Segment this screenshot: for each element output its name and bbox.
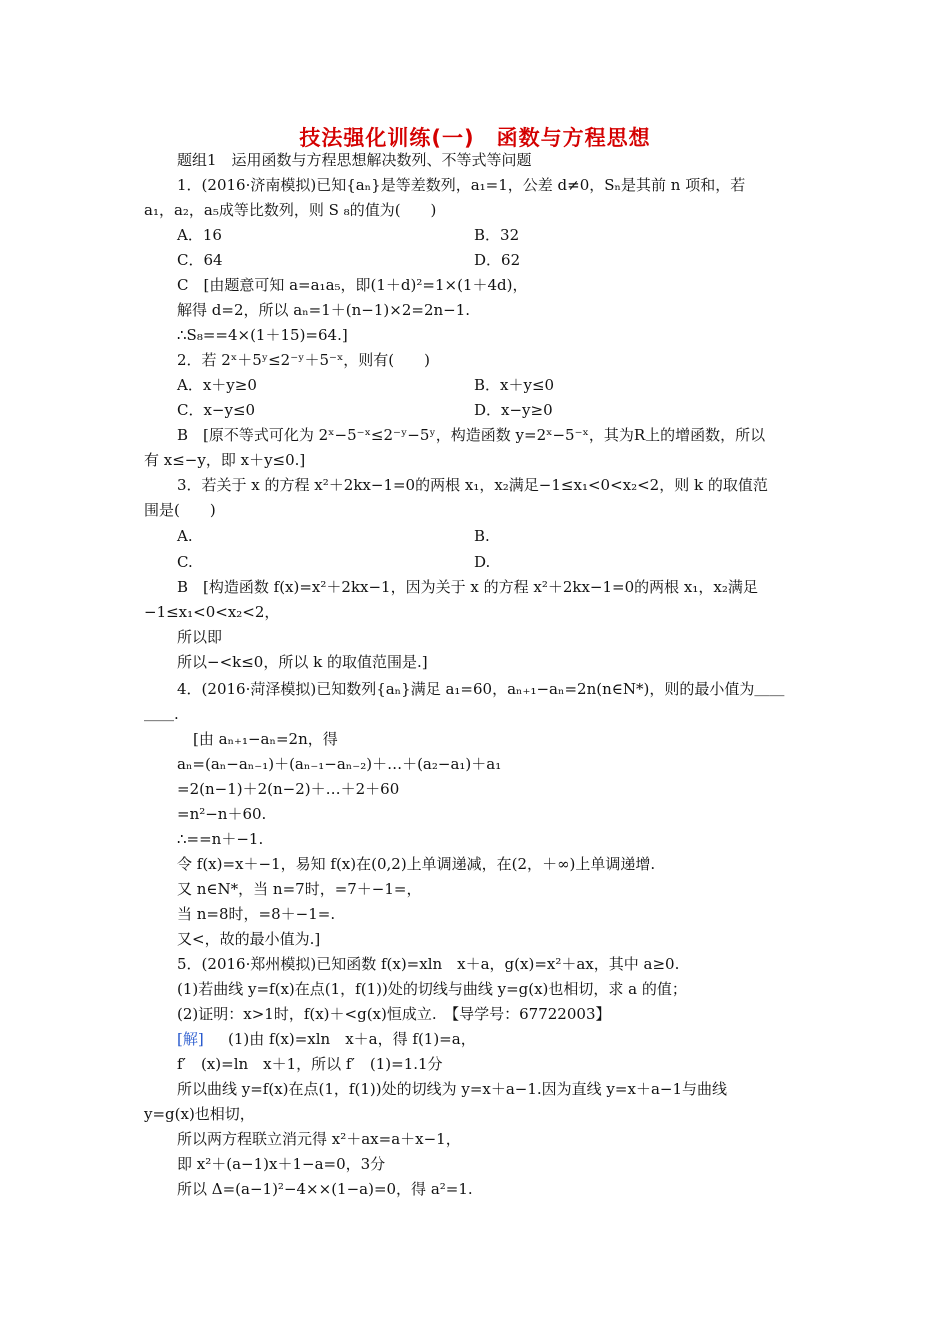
- text-line: B [原不等式可化为 2ˣ−5⁻ˣ≤2⁻ʸ−5ʸ，构造函数 y=2ˣ−5⁻ˣ，其为R上的增函数，所以: [177, 426, 766, 444]
- text-line: 有 x≤−y，即 x＋y≤0.]: [144, 451, 306, 469]
- text-line: =2(n−1)＋2(n−2)＋…＋2＋60: [177, 780, 400, 798]
- text-line: y=g(x)也相切，: [144, 1105, 255, 1123]
- option-a: A．16: [177, 226, 222, 244]
- text-line: ＿＿.: [144, 705, 179, 723]
- text-line: 所以 Δ=(a−1)²−4××(1−a)=0，得 a²=1.: [177, 1180, 473, 1198]
- text-line: 又 n∈N*，当 n=7时，=7＋−1=，: [177, 880, 422, 898]
- text-line: 所以曲线 y=f(x)在点(1，f(1))处的切线为 y=x＋a−1.因为直线 y=x＋a−1与曲线: [177, 1080, 727, 1098]
- option-c: C．x−y≤0: [177, 401, 256, 419]
- solution-label: [解]: [177, 1030, 204, 1048]
- text-line: ∴S₈==4×(1＋15)=64.]: [177, 326, 348, 344]
- option-b: B．x＋y≤0: [474, 376, 555, 394]
- text-line: 解得 d=2，所以 aₙ=1＋(n−1)×2=2n−1.: [177, 301, 471, 319]
- text-line: 所以两方程联立消元得 x²＋ax=a＋x−1，: [177, 1130, 461, 1148]
- text-line: [由 aₙ₊₁−aₙ=2n，得: [193, 730, 338, 748]
- text-line: (1)若曲线 y=f(x)在点(1，f(1))处的切线与曲线 y=g(x)也相切，求 a 的值；: [177, 980, 687, 998]
- option-b: B.: [474, 527, 490, 545]
- text-line: a₁，a₂，a₅成等比数列，则 S ₈的值为( ): [144, 201, 437, 219]
- option-c: C．64: [177, 251, 223, 269]
- text-line: 3．若关于 x 的方程 x²＋2kx−1=0的两根 x₁，x₂满足−1≤x₁<0<x₂<2，则 k 的取值范: [177, 476, 768, 494]
- doc-title: 技法强化训练(一) 函数与方程思想: [299, 126, 651, 150]
- text-line: 4．(2016·菏泽模拟)已知数列{aₙ}满足 a₁=60，aₙ₊₁−aₙ=2n(n∈N*)，则的最小值为＿＿: [177, 680, 785, 698]
- text-line: 1．(2016·济南模拟)已知{aₙ}是等差数列，a₁=1，公差 d≠0，Sₙ是其前 n 项和，若: [177, 176, 746, 194]
- text-line: 即 x²＋(a−1)x＋1−a=0，3分: [177, 1155, 386, 1173]
- text-line: 5．(2016·郑州模拟)已知函数 f(x)=xln x＋a，g(x)=x²＋ax，其中 a≥0.: [177, 955, 680, 973]
- option-a: A．x＋y≥0: [177, 376, 257, 394]
- option-a: A.: [177, 527, 193, 545]
- text-line: 所以即: [177, 628, 223, 646]
- text-line: (1)由 f(x)=xln x＋a，得 f(1)=a，: [228, 1030, 476, 1048]
- text-line: ∴==n＋−1.: [177, 830, 264, 848]
- text-line: 2．若 2ˣ＋5ʸ≤2⁻ʸ＋5⁻ˣ，则有( ): [177, 351, 431, 369]
- text-line: (2)证明：x>1时，f(x)＋<g(x)恒成立. 【导学号：67722003】: [177, 1005, 611, 1023]
- option-b: B．32: [474, 226, 520, 244]
- text-line: 所以−<k≤0，所以 k 的取值范围是.]: [177, 653, 428, 671]
- text-line: B [构造函数 f(x)=x²＋2kx−1，因为关于 x 的方程 x²＋2kx−1=0的两根 x₁，x₂满足: [177, 578, 758, 596]
- group-heading: 题组1 运用函数与方程思想解决数列、不等式等问题: [177, 151, 532, 169]
- text-line: f′ (x)=ln x＋1，所以 f′ (1)=1.1分: [177, 1055, 443, 1073]
- option-d: D．x−y≥0: [474, 401, 553, 419]
- option-c: C.: [177, 553, 193, 571]
- text-line: 令 f(x)=x＋−1，易知 f(x)在(0,2)上单调递减，在(2，＋∞)上单调递增.: [177, 855, 656, 873]
- text-line: 当 n=8时，=8＋−1=.: [177, 905, 336, 923]
- text-line: =n²−n＋60.: [177, 805, 267, 823]
- text-line: C [由题意可知 a=a₁a₅，即(1＋d)²=1×(1＋4d)，: [177, 276, 528, 294]
- option-d: D.: [474, 553, 491, 571]
- text-line: 围是( ): [144, 501, 216, 519]
- text-line: aₙ=(aₙ−aₙ₋₁)＋(aₙ₋₁−aₙ₋₂)＋…＋(a₂−a₁)＋a₁: [177, 755, 502, 773]
- text-line: 又<，故的最小值为.]: [177, 930, 321, 948]
- option-d: D．62: [474, 251, 521, 269]
- text-line: −1≤x₁<0<x₂<2，: [144, 603, 280, 621]
